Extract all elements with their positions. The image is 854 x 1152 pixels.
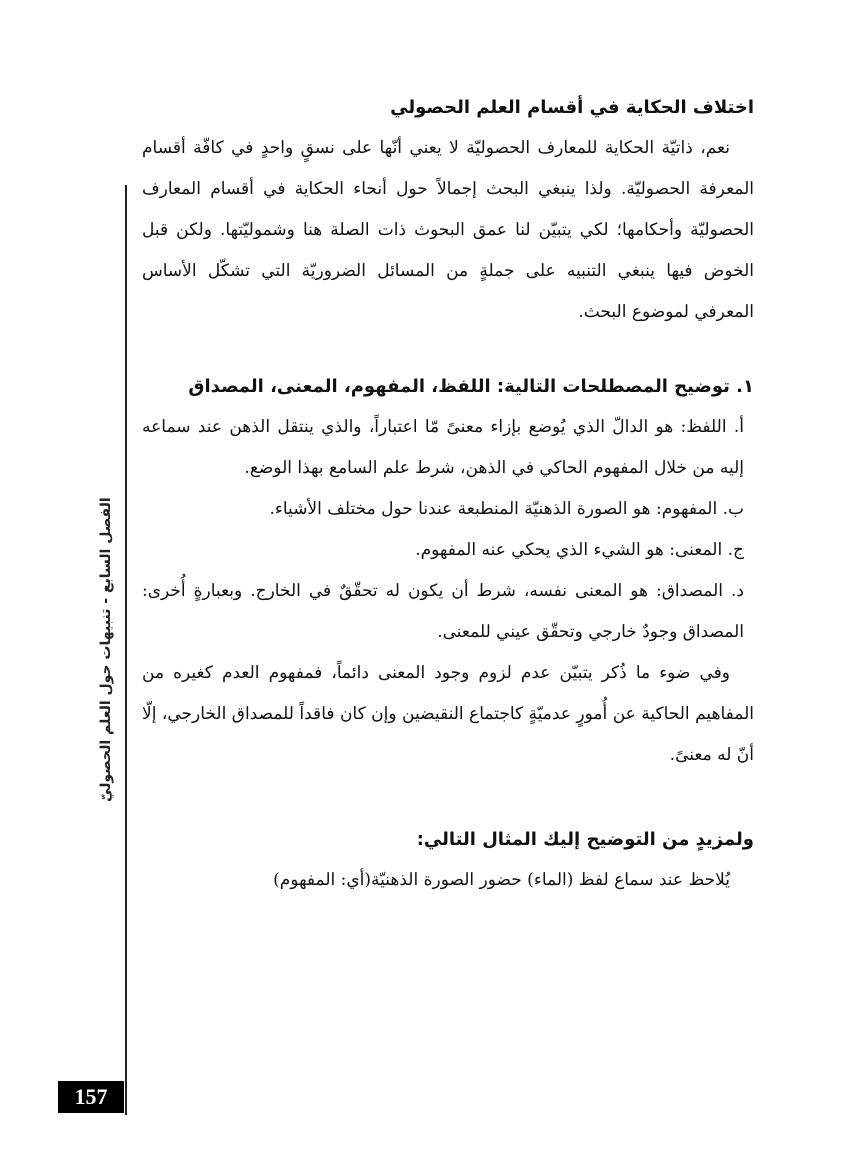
definition-d: د. المصداق: هو المعنى نفسه، شرط أن يكون له تحقّقٌ في الخارج. وبعبارةٍ أُخرى: المصداق وجودٌ خارجي وتحقّق عيني للمعنى. <box>142 581 744 642</box>
section-heading: اختلاف الحكاية في أقسام العلم الحصولي <box>390 97 754 118</box>
page-body <box>142 88 754 901</box>
running-header: الفصل السابع - تنبيهات حول العلم الحصوليّ <box>98 497 114 803</box>
definition-c: ج. المعنى: هو الشيء الذي يحكي عنه المفهوم. <box>415 540 744 560</box>
spacer <box>142 333 754 367</box>
side-rule <box>125 185 127 1115</box>
definition-a: أ. اللفظ: هو الدالّ الذي يُوضع بإزاء معنىً مّا اعتباراً، والذي ينتقل الذهن عند سماعه إليه من خلال المفهوم الحاكي في الذهن، شرط علم السامع بهذا الوضع. <box>142 417 744 478</box>
example-heading: ولمزيدٍ من التوضيح إليك المثال التالي: <box>416 829 754 850</box>
example-paragraph: يُلاحظ عند سماع لفظ (الماء) حضور الصورة الذهنيّة(أي: المفهوم) <box>273 870 730 890</box>
subheading: ١. توضيح المصطلحات التالية: اللفظ، المفهوم، المعنى، المصداق <box>188 376 754 397</box>
intro-paragraph: نعم، ذاتيّة الحكاية للمعارف الحصوليّة لا يعني أنّها على نسقٍ واحدٍ في كافّة أقسام المعرفة الحصوليّة. ولذا ينبغي البحث إجمالاً حول أنحاء الحكاية في أقسام المعارف الحصوليّة وأحكامها؛ لكي يتبيّن لنا عمق البحوث ذات الصلة هنا وشموليّتها. ولكن قبل الخوض فيها ينبغي التنبيه على جملةٍ من المسائل الضروريّة التي تشكّل الأساس المعرفي لموضوع البحث. <box>142 138 754 322</box>
definition-b: ب. المفهوم: هو الصورة الذهنيّة المنطبعة عندنا حول مختلف الأشياء. <box>269 499 744 519</box>
page-number: 157 <box>58 1081 124 1113</box>
conclusion-paragraph: وفي ضوء ما ذُكر يتبيّن عدم لزوم وجود المعنى دائماً، فمفهوم العدم كغيره من المفاهيم الحاكية عن أُمورٍ عدميّةٍ كاجتماع النقيضين وإن كان فاقداً للمصداق الخارجي، إلّا أنّ له معنىً. <box>142 663 754 765</box>
spacer <box>142 776 754 820</box>
